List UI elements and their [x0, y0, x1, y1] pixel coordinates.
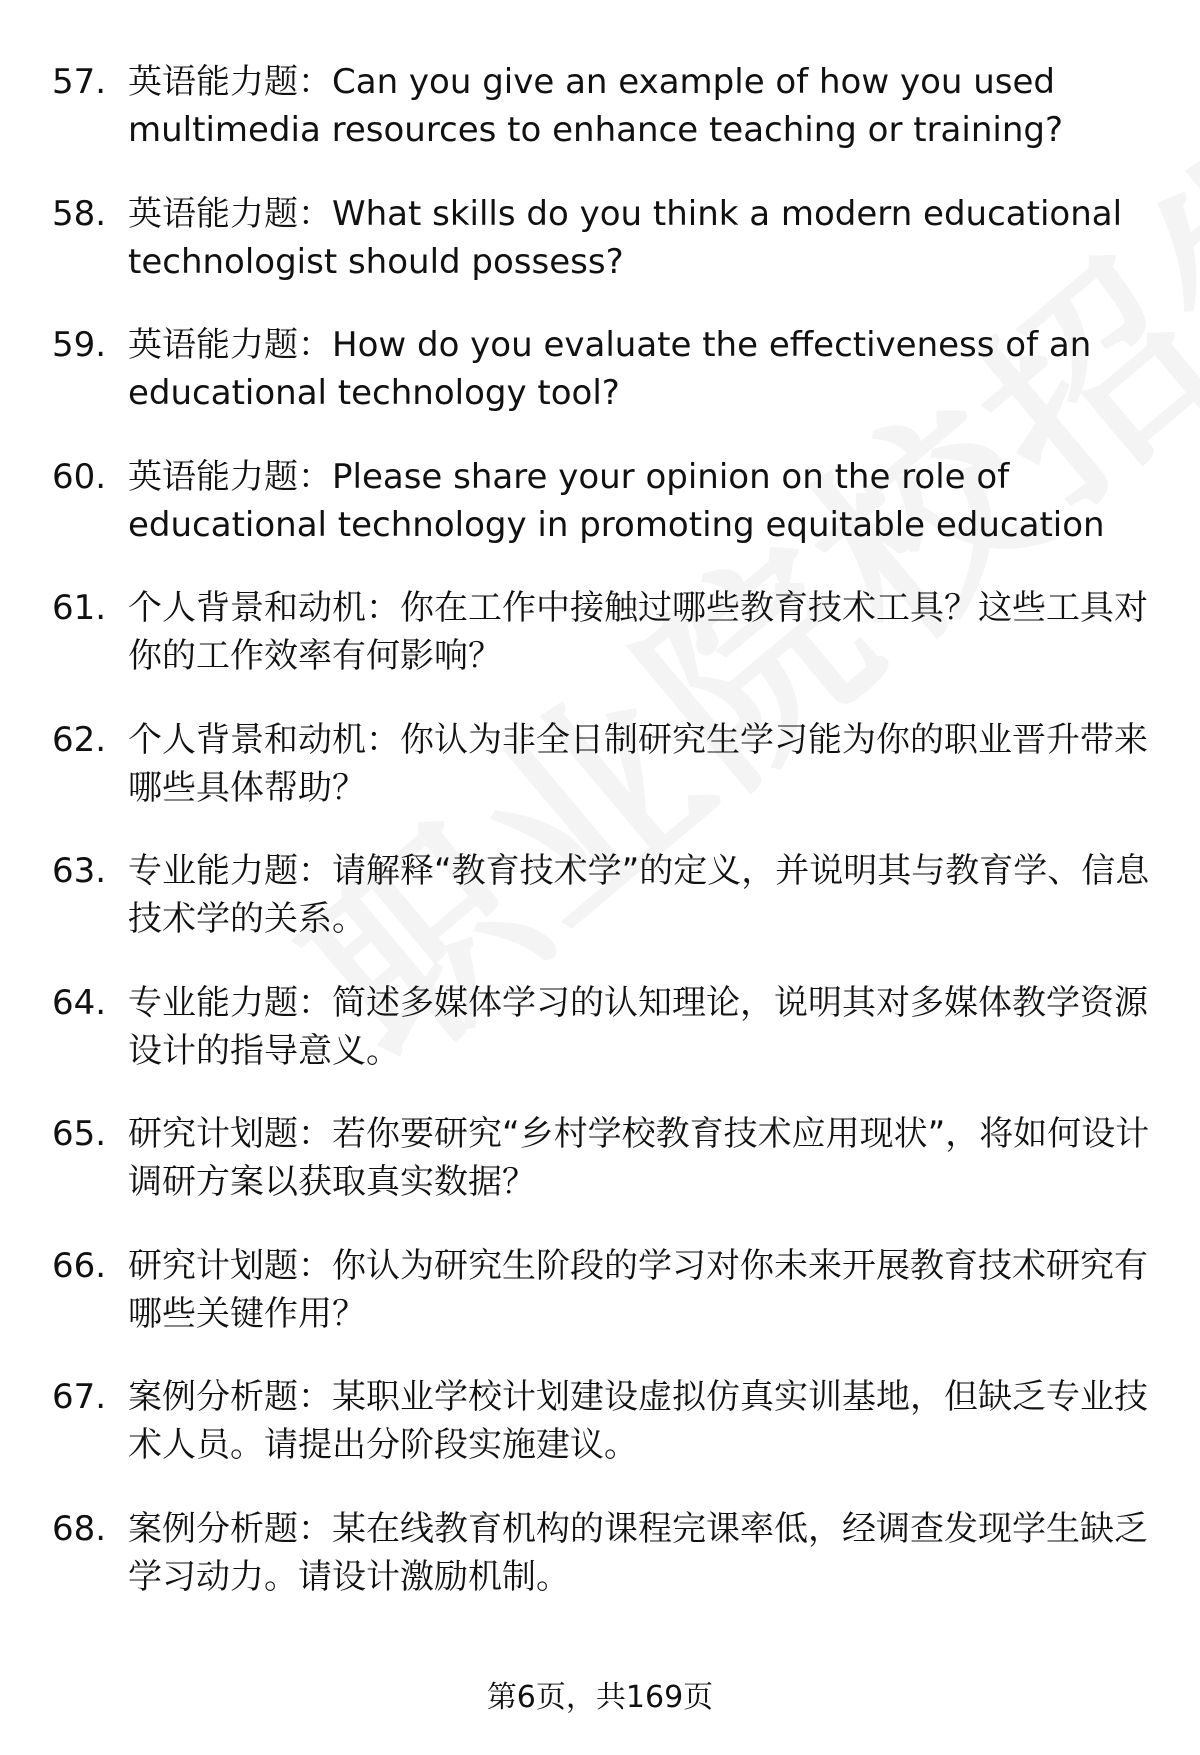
question-text: 英语能力题：Please share your opinion on the role of educational technology in promoting equitable education — [128, 456, 1105, 545]
question-item-63 — [52, 847, 1162, 979]
question-number: 63. — [52, 851, 107, 891]
question-number: 65. — [52, 1114, 107, 1154]
question-text: 个人背景和动机：你在工作中接触过哪些教育技术工具？这些工具对你的工作效率有何影响？ — [128, 588, 1148, 676]
question-item-59 — [52, 321, 1162, 453]
question-item-57 — [52, 58, 1162, 190]
question-text: 个人背景和动机：你认为非全日制研究生学习能为你的职业晋升带来哪些具体帮助？ — [128, 719, 1148, 808]
question-item-58 — [52, 190, 1162, 322]
question-number: 60. — [52, 456, 107, 497]
question-number: 58. — [52, 193, 107, 234]
question-item-68 — [52, 1505, 1162, 1637]
question-number: 57. — [52, 62, 107, 102]
question-item-67 — [52, 1373, 1162, 1505]
question-number: 61. — [52, 588, 107, 628]
question-item-64 — [52, 979, 1162, 1111]
question-text: 研究计划题：你认为研究生阶段的学习对你未来开展教育技术研究有哪些关键作用？ — [128, 1245, 1148, 1334]
question-text: 英语能力题：How do you evaluate the effectiveness of an educational technology tool? — [128, 325, 1092, 413]
page-number-label: 第6页，共169页 — [486, 1680, 714, 1715]
question-text: 专业能力题：简述多媒体学习的认知理论，说明其对多媒体教学资源设计的指导意义。 — [128, 982, 1148, 1071]
question-item-60 — [52, 453, 1162, 585]
question-number: 64. — [52, 982, 107, 1023]
question-number: 67. — [52, 1377, 107, 1417]
question-text: 英语能力题：What skills do you think a modern educational technologist should possess? — [128, 193, 1123, 282]
question-number: 66. — [52, 1245, 107, 1286]
question-item-66 — [52, 1242, 1162, 1374]
question-number: 68. — [52, 1508, 107, 1549]
question-item-61 — [52, 584, 1162, 716]
question-text: 案例分析题：某在线教育机构的课程完课率低，经调查发现学生缺乏学习动力。请设计激励机制。 — [128, 1508, 1148, 1597]
question-text: 案例分析题：某职业学校计划建设虚拟仿真实训基地，但缺乏专业技术人员。请提出分阶段实施建议。 — [128, 1377, 1148, 1465]
question-text: 专业能力题：请解释“教育技术学”的定义，并说明其与教育学、信息技术学的关系。 — [128, 851, 1150, 939]
question-text: 研究计划题：若你要研究“乡村学校教育技术应用现状”，将如何设计调研方案以获取真实数据？ — [128, 1114, 1150, 1202]
question-item-62 — [52, 716, 1162, 848]
question-text: 英语能力题：Can you give an example of how you used multimedia resources to enhance teaching or training? — [128, 62, 1063, 150]
page-footer — [0, 1678, 1200, 1718]
question-item-65 — [52, 1110, 1162, 1242]
question-list — [52, 58, 1162, 1636]
question-number: 62. — [52, 719, 107, 760]
question-number: 59. — [52, 325, 107, 365]
